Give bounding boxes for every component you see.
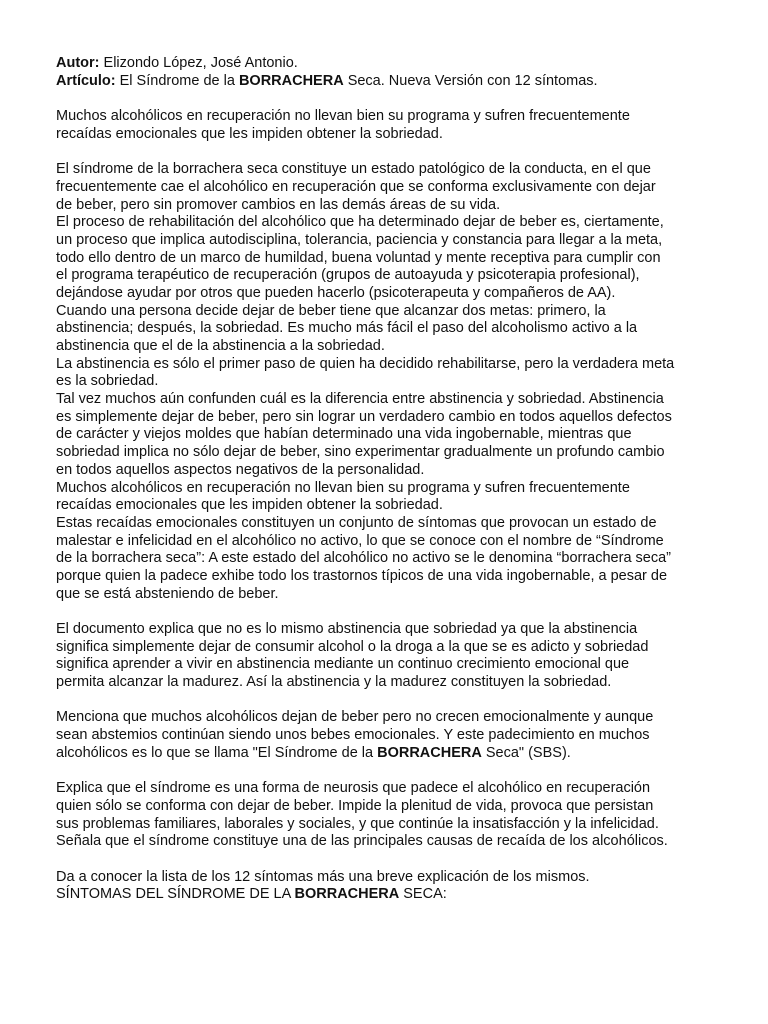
text-segment: SÍNTOMAS DEL SÍNDROME DE LA [56, 886, 295, 903]
text-line: Tal vez muchos aún confunden cuál es la diferencia entre abstinencia y sobriedad. Abstinencia [56, 391, 664, 408]
text-line: Explica que el síndrome es una forma de neurosis que padece el alcohólico en recuperación [56, 780, 651, 797]
paragraph-gap [56, 851, 706, 869]
text-line: de beber, pero sin promover cambios en las demás áreas de su vida. [56, 196, 501, 213]
text-segment: Seca" (SBS). [481, 744, 571, 761]
text-line: que se está absteniendo de beber. [56, 585, 279, 602]
text-line: sean abstemios continúan siendo unos bebes emocionales. Y este padecimiento en muchos [56, 727, 650, 744]
text-line: malestar e infelicidad en el alcohólico no activo, lo que se conoce con el nombre de “Síndrome [56, 532, 664, 549]
paragraph-gap [56, 763, 706, 781]
text-line: quien sólo se conforma con dejar de beber. Impide la plenitud de vida, provoca que persistan [56, 797, 654, 814]
text-line: el programa terapéutico de recuperación (grupos de autoayuda y psicoterapia profesional), [56, 267, 640, 284]
text-line: significa aprender a vivir en abstinencia mediante un continuo crecimiento emocional que [56, 656, 630, 673]
article-line [56, 73, 706, 91]
bold-term: BORRACHERA [294, 886, 400, 903]
author-line [56, 55, 706, 73]
paragraph-gap [56, 692, 706, 710]
text-segment: alcohólicos es lo que se llama "El Síndrome de la [56, 744, 378, 761]
paragraph-3 [56, 621, 706, 692]
text-line [56, 745, 706, 763]
paragraph-gap [56, 143, 706, 161]
text-line: Muchos alcohólicos en recuperación no llevan bien su programa y sufren frecuentemente [56, 108, 630, 125]
paragraph-gap [56, 603, 706, 621]
text-line: abstinencia que el de la abstinencia a la sobriedad. [56, 338, 385, 354]
text-line: recaídas emocionales que les impiden obtener la sobriedad. [56, 497, 443, 514]
article-title-bold: BORRACHERA [238, 72, 344, 89]
paragraph-5 [56, 780, 706, 851]
text-line: Cuando una persona decide dejar de beber tiene que alcanzar dos metas: primero, la [56, 302, 606, 319]
text-line: Muchos alcohólicos en recuperación no llevan bien su programa y sufren frecuentemente [56, 479, 630, 496]
text-line: significa simplemente dejar de consumir alcohol o la droga a la que se es adicto y sobriedad [56, 638, 649, 655]
author-label: Autor: [56, 55, 100, 71]
paragraph-1 [56, 108, 706, 143]
bold-term: BORRACHERA [377, 744, 482, 761]
article-label: Artículo: [56, 72, 116, 89]
author-value: Elizondo López, José Antonio. [99, 55, 298, 71]
text-line: dejándose ayudar por otros que pueden hacerlo (psicoterapeuta y compañeros de AA). [56, 284, 616, 301]
paragraph-6 [56, 869, 706, 904]
article-title-prefix: El Síndrome de la [115, 72, 239, 89]
symptoms-heading [56, 886, 706, 904]
text-line: La abstinencia es sólo el primer paso de quien ha decidido rehabilitarse, pero la verdadera meta [56, 355, 675, 372]
text-line: sus problemas familiares, laborales y sociales, y que continúe la insatisfacción y la infelicidad. [56, 815, 659, 832]
text-line: Estas recaídas emocionales constituyen un conjunto de síntomas que provocan un estado de [56, 514, 657, 531]
text-line: recaídas emocionales que les impiden obtener la sobriedad. [56, 125, 443, 142]
text-line: Menciona que muchos alcohólicos dejan de beber pero no crecen emocionalmente y aunque [56, 709, 654, 726]
text-line: Da a conocer la lista de los 12 síntomas más una breve explicación de los mismos. [56, 868, 590, 885]
text-line: Señala que el síndrome constituye una de las principales causas de recaída de los alcohólicos. [56, 833, 668, 850]
text-line: porque quien la padece exhibe todo los trastornos típicos de una vida ingobernable, a pesar de [56, 567, 668, 584]
text-line: frecuentemente cae el alcohólico en recuperación que se conforma exclusivamente con dejar [56, 178, 656, 195]
article-title-suffix: Seca. Nueva Versión con 12 síntomas. [343, 72, 598, 89]
text-line: es la sobriedad. [56, 373, 159, 390]
text-line: El documento explica que no es lo mismo abstinencia que sobriedad ya que la abstinencia [56, 621, 638, 637]
text-line: permita alcanzar la madurez. Así la abstinencia y la madurez constituyen la sobriedad. [56, 674, 612, 691]
text-line: sobriedad implica no sólo dejar de beber, sino experimentar gradualmente un profundo cambio [56, 444, 665, 461]
text-line: abstinencia; después, la sobriedad. Es mucho más fácil el paso del alcoholismo activo a la [56, 320, 638, 337]
text-line: de la borrachera seca”: A este estado del alcohólico no activo se le denomina “borrachera seca” [56, 550, 671, 567]
text-line: en todos aquellos aspectos negativos de la personalidad. [56, 461, 425, 478]
text-line: El proceso de rehabilitación del alcohólico que ha determinado dejar de beber es, ciertamente, [56, 214, 664, 231]
text-line: El síndrome de la borrachera seca constituye un estado patológico de la conducta, en el que [56, 161, 651, 178]
paragraph-gap [56, 90, 706, 108]
text-segment: SECA: [399, 886, 447, 903]
paragraph-2 [56, 161, 706, 603]
paragraph-4 [56, 709, 706, 762]
text-line: es simplemente dejar de beber, pero sin lograr un verdadero cambio en todos aquellos defectos [56, 408, 672, 425]
text-line: un proceso que implica autodisciplina, tolerancia, paciencia y constancia para llegar a la meta, [56, 231, 663, 248]
text-line: de carácter y viejos moldes que habían determinado una vida ingobernable, mientras que [56, 426, 632, 443]
document-page [56, 55, 706, 904]
text-line: todo ello dentro de un marco de humildad, buena voluntad y mente receptiva para cumplir con [56, 249, 661, 266]
